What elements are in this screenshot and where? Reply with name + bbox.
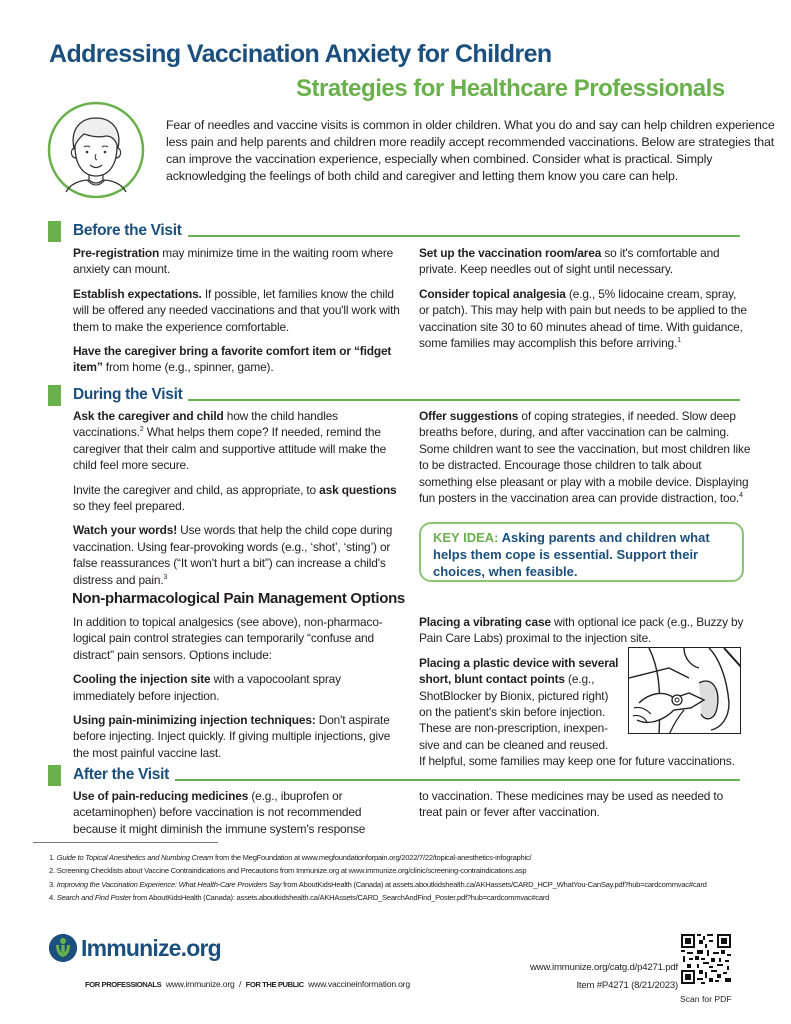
nonpharm-left-column xyxy=(73,614,403,769)
key-idea-callout xyxy=(419,522,744,582)
footnote-2: 2. Screening Checklists about Vaccine Contraindications and Precautions from Immunize.org at www.immunize.org/clinic/screening-contraindications.asp xyxy=(49,866,527,876)
footnote-4: 4. Search and Find Poster from AboutKidsHealth (Canada): assets.aboutkidshealth.ca/AKHAssets/CARD_SearchAndFind_Poster.pdf?hub=cardcommvac#card xyxy=(49,892,550,902)
section-title: After the Visit xyxy=(73,766,169,783)
tip-preregistration: Pre-registration may minimize time in the waiting room where anxiety can mount. xyxy=(73,246,394,277)
footer-links xyxy=(85,979,410,989)
tip-ask-questions: Invite the caregiver and child, as appropriate, to ask questions so they feel prepared. xyxy=(73,482,397,514)
tip-room-setup: Set up the vaccination room/area so it's comfortable and private. Keep needles out of sight until necessary. xyxy=(419,246,720,277)
public-link[interactable]: www.vaccineinformation.org xyxy=(308,979,410,989)
footnote-1: 1. Guide to Topical Anesthetics and Numbing Cream from the MegFoundation at www.megfoundationforpain.org/2022/7/22/topical-anesthetics-infographic/ xyxy=(49,853,532,862)
professionals-link[interactable]: www.immunize.org xyxy=(165,979,235,989)
logo-text: Immunize.org xyxy=(81,934,221,961)
tip-ask-caregiver: Ask the caregiver and child how the child handles vaccinations.$^2$ What helps them cope? If needed, remind the caregiver that their calm and supportive attitude will make the child feel more secure. xyxy=(73,409,387,473)
child-face-icon xyxy=(46,100,146,200)
tip-pain-medicines-cont: to vaccination. These medicines may be used as needed to treat pain or fever after vaccination. xyxy=(419,789,724,820)
for-public-label: FOR THE PUBLIC xyxy=(245,980,304,989)
before-right-column xyxy=(419,245,749,359)
section-divider xyxy=(188,399,740,401)
tip-vibrating-case: Placing a vibrating case with optional ice pack (e.g., Buzzy by Pain Care Labs) proximal to the injection site. xyxy=(419,615,744,646)
item-number: Item #P4271 (8/21/2023) xyxy=(576,980,678,991)
footnote-divider xyxy=(33,842,218,843)
tip-watch-words: Watch your words! Use words that help the child cope during vaccination. Using fear-provoking words (e.g., ‘shot’, ‘sting’) or false reassurances (“It won't hurt a bit”) can increase a child's distress and pain.$^3$ xyxy=(73,523,393,587)
during-left-column xyxy=(73,408,403,596)
page-subtitle: Strategies for Healthcare Professionals xyxy=(296,75,725,102)
section-title: Before the Visit xyxy=(73,222,182,239)
footnotes xyxy=(49,852,769,905)
tip-keep-device: If helpful, some families may keep one for future vaccinations. xyxy=(419,754,735,769)
tip-pain-medicines: Use of pain-reducing medicines (e.g., ibuprofen or acetaminophen) before vaccination is not recommended because it might diminish the immune system's response xyxy=(73,789,366,836)
before-left-column xyxy=(73,245,403,384)
nonpharm-intro: In addition to topical analgesics (see above), non-pharmaco-logical pain control strategies can temporarily “confuse and distract” pain sensors. Options include: xyxy=(73,615,383,662)
immunize-logo-icon xyxy=(49,934,77,962)
after-right-column xyxy=(419,788,749,829)
qr-caption: Scan for PDF xyxy=(680,994,732,1004)
section-header-after xyxy=(48,764,740,786)
during-right-column xyxy=(419,408,754,514)
key-idea-text: Asking parents and children what helps them cope is essential. Support their choices, when feasible. xyxy=(433,530,710,579)
intro-paragraph: Fear of needles and vaccine visits is common in older children. What you do and say can help children experience less pain and help parents and children more readily accept recommended vaccinations. Below are strategies that can improve the vaccination experience, especially when combined. Consider what is practical. Simply acknowledging the feelings of both child and caregiver and letting them know you care can help. xyxy=(166,118,775,183)
footer-separator: / xyxy=(239,979,242,989)
section-divider xyxy=(175,779,740,781)
section-title: During the Visit xyxy=(73,386,183,403)
pdf-url-link[interactable]: www.immunize.org/catg.d/p4271.pdf xyxy=(529,962,678,973)
tip-comfort-item: Have the caregiver bring a favorite comfort item or “fidget item” from home (e.g., spinner, game). xyxy=(73,344,392,375)
key-idea-label: KEY IDEA: xyxy=(433,530,499,545)
page-title: Addressing Vaccination Anxiety for Children xyxy=(49,40,552,68)
section-marker xyxy=(48,385,61,406)
nonpharm-heading: Non-pharmacological Pain Management Options xyxy=(72,590,405,607)
tip-expectations: Establish expectations. If possible, let families know the child will be offered any needed vaccinations and that you'll work with them to make the experience comfortable. xyxy=(73,286,400,334)
for-professionals-label: FOR PROFESSIONALS xyxy=(85,980,162,989)
section-header-during xyxy=(48,384,740,406)
tip-injection-techniques: Using pain-minimizing injection techniques: Don't aspirate before injecting. Inject quickly. If giving multiple injections, give the most painful vaccine last. xyxy=(73,713,391,760)
section-marker xyxy=(48,221,61,242)
after-left-column xyxy=(73,788,403,845)
tip-cooling: Cooling the injection site with a vapocoolant spray immediately before injection. xyxy=(73,672,341,703)
tip-plastic-device: Placing a plastic device with several short, blunt contact points (e.g., ShotBlocker by Bionix, pictured right) on the patient's skin before injection. These are non-prescription, inexpen-sive and can be cleaned and reused. xyxy=(419,655,619,752)
qr-code-icon[interactable] xyxy=(681,934,731,984)
shotblocker-device-illustration xyxy=(628,647,741,734)
section-divider xyxy=(188,235,740,237)
section-marker xyxy=(48,765,61,786)
footnote-3: 3. Improving the Vaccination Experience: What Health-Care Providers Say from AboutKidsHealth (Canada) at assets.aboutkidshealth.ca/AKHassets/CARD_HCP_WhatYou-CanSay.pdf?hub=cardcommvac#card xyxy=(49,879,707,889)
section-header-before xyxy=(48,220,740,242)
tip-topical-analgesia: Consider topical analgesia (e.g., 5% lidocaine cream, spray, or patch). This may help with pain but needs to be applied to the vaccination site 30 to 60 minutes ahead of time. With guidance, some families may accomplish this before arriving.$^1$ xyxy=(419,286,747,351)
tip-offer-suggestions: Offer suggestions of coping strategies, if needed. Slow deep breaths before, during, and after vaccination can be calming. Some children want to see the vaccination, but most children like to be distracted. Encourage those children to talk about something else pleasant or play with a mobile device. Displaying fun posters in the vaccination area can provide distraction, too.$^4$ xyxy=(419,409,751,506)
immunize-logo[interactable] xyxy=(49,934,221,962)
